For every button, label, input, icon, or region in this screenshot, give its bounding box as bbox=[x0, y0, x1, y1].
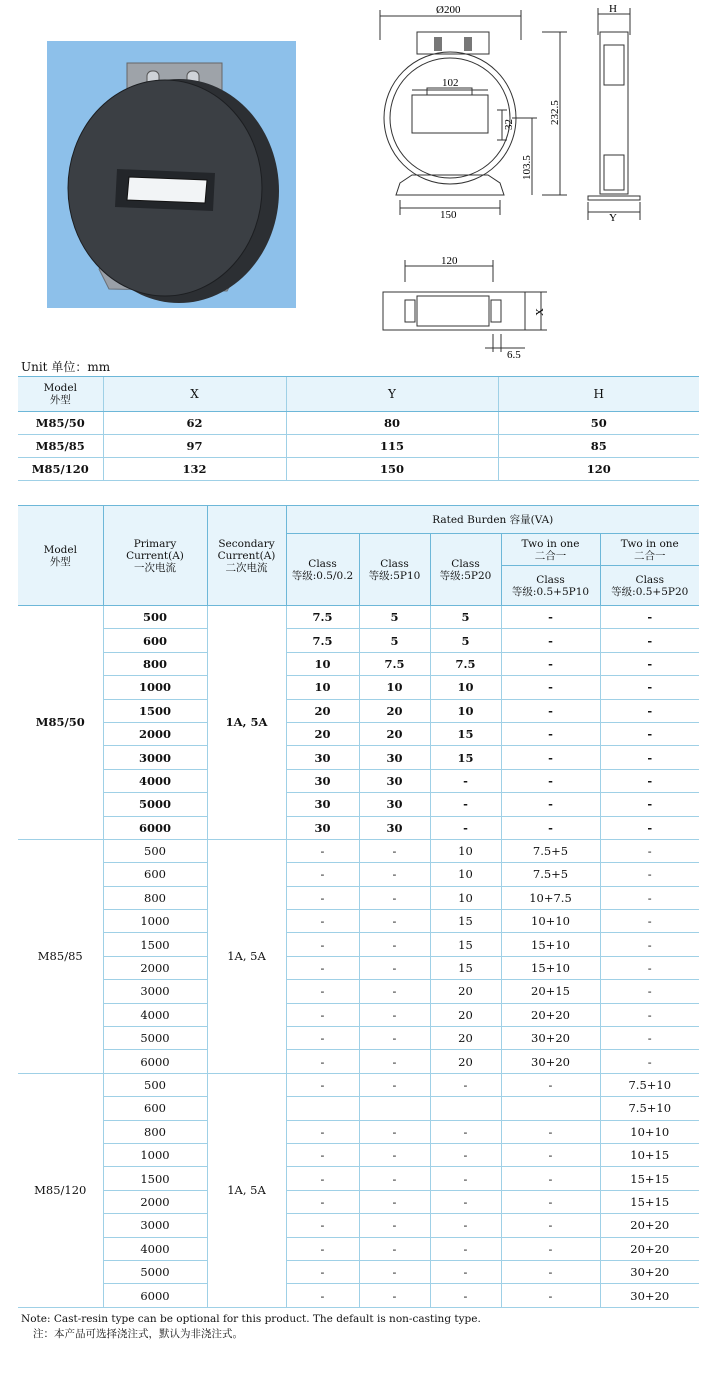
dimensions-header-row bbox=[18, 377, 699, 412]
cell: 20 bbox=[286, 699, 359, 722]
cell: 10+10 bbox=[600, 1120, 699, 1143]
cell: 15 bbox=[430, 910, 501, 933]
cell: - bbox=[359, 1190, 430, 1213]
cell: - bbox=[501, 1073, 600, 1096]
cell: - bbox=[600, 793, 699, 816]
cell: 85 bbox=[498, 435, 699, 458]
table-row bbox=[18, 435, 699, 458]
cell: 30 bbox=[359, 769, 430, 792]
cell: - bbox=[359, 910, 430, 933]
cell: - bbox=[600, 816, 699, 839]
note-chinese: 注：本产品可选择浇注式，默认为非浇注式。 bbox=[33, 1328, 243, 1340]
cell: - bbox=[286, 1073, 359, 1096]
cell: 500 bbox=[103, 606, 207, 629]
cell: 15 bbox=[430, 722, 501, 745]
cell: - bbox=[359, 1260, 430, 1283]
table-row bbox=[18, 722, 699, 745]
burden-table bbox=[18, 505, 699, 1308]
cell: 500 bbox=[103, 839, 207, 862]
cell: 7.5+5 bbox=[501, 839, 600, 862]
cell: - bbox=[600, 1003, 699, 1026]
cell: - bbox=[286, 1167, 359, 1190]
cell: 10+7.5 bbox=[501, 886, 600, 909]
cell: 5 bbox=[359, 629, 430, 652]
cell: 1500 bbox=[103, 699, 207, 722]
cell: - bbox=[286, 1003, 359, 1026]
cell: - bbox=[600, 629, 699, 652]
cell: 4000 bbox=[103, 769, 207, 792]
header-model: Model 外型 bbox=[18, 506, 103, 606]
cell: - bbox=[359, 1003, 430, 1026]
cell: 10+10 bbox=[501, 910, 600, 933]
cell: - bbox=[501, 746, 600, 769]
cell: 7.5 bbox=[286, 606, 359, 629]
cell: 20+20 bbox=[600, 1214, 699, 1237]
cell: - bbox=[430, 1167, 501, 1190]
header-h: H bbox=[498, 377, 699, 412]
cell: - bbox=[430, 1120, 501, 1143]
cell: - bbox=[501, 1260, 600, 1283]
table-row bbox=[18, 769, 699, 792]
cell: 20 bbox=[430, 1027, 501, 1050]
cell: 10 bbox=[430, 676, 501, 699]
table-row bbox=[18, 793, 699, 816]
cell: M85/85 bbox=[18, 839, 103, 1073]
cell: - bbox=[286, 1050, 359, 1073]
header-class-1: Class 等级:0.5/0.2 bbox=[286, 534, 359, 606]
cell: 10 bbox=[359, 676, 430, 699]
cell: - bbox=[501, 722, 600, 745]
cell: 30 bbox=[359, 746, 430, 769]
cell: 15 bbox=[430, 933, 501, 956]
cell: M85/85 bbox=[18, 435, 103, 458]
cell: 30 bbox=[286, 793, 359, 816]
cell: - bbox=[430, 769, 501, 792]
cell: 30 bbox=[359, 816, 430, 839]
cell: - bbox=[501, 1167, 600, 1190]
cell: 7.5 bbox=[359, 652, 430, 675]
table-row bbox=[18, 816, 699, 839]
cell: 1500 bbox=[103, 1167, 207, 1190]
dim-232: 232.5 bbox=[549, 100, 561, 125]
header-primary: Primary Current(A) 一次电流 bbox=[103, 506, 207, 606]
header-two-in-one-2: Two in one 二合一 bbox=[600, 534, 699, 566]
cell: 3000 bbox=[103, 746, 207, 769]
table-row bbox=[18, 839, 699, 862]
cell: 20 bbox=[286, 722, 359, 745]
cell: 10 bbox=[286, 676, 359, 699]
cell: 80 bbox=[286, 412, 498, 435]
cell: 97 bbox=[103, 435, 286, 458]
dim-Y: Y bbox=[609, 212, 617, 222]
dim-102: 102 bbox=[442, 77, 459, 89]
cell: - bbox=[501, 1120, 600, 1143]
table-row bbox=[18, 1260, 699, 1283]
cell: - bbox=[600, 769, 699, 792]
header-model: Model 外型 bbox=[18, 377, 103, 412]
table-row bbox=[18, 1143, 699, 1166]
cell: M85/120 bbox=[18, 458, 103, 481]
cell: - bbox=[430, 1143, 501, 1166]
cell: - bbox=[359, 1050, 430, 1073]
cell: 1000 bbox=[103, 910, 207, 933]
top-view-drawing bbox=[375, 252, 555, 362]
cell: - bbox=[600, 722, 699, 745]
cell: - bbox=[600, 1050, 699, 1073]
cell: 5 bbox=[430, 629, 501, 652]
cell: - bbox=[286, 1260, 359, 1283]
cell: 1A, 5A bbox=[207, 839, 286, 1073]
cell: 30+20 bbox=[501, 1050, 600, 1073]
cell: - bbox=[359, 980, 430, 1003]
dim-150: 150 bbox=[440, 209, 457, 221]
cell: 800 bbox=[103, 886, 207, 909]
cell: 500 bbox=[103, 1073, 207, 1096]
cell: - bbox=[286, 839, 359, 862]
table-row bbox=[18, 1097, 699, 1120]
header-class-4: Class 等级:0.5+5P10 bbox=[501, 566, 600, 606]
cell: - bbox=[359, 1167, 430, 1190]
cell: 2000 bbox=[103, 1190, 207, 1213]
cell: 3000 bbox=[103, 980, 207, 1003]
cell: 20+15 bbox=[501, 980, 600, 1003]
cell bbox=[359, 1097, 430, 1120]
cell: - bbox=[501, 1143, 600, 1166]
header-class-2: Class 等级:5P10 bbox=[359, 534, 430, 606]
cell: 30+20 bbox=[600, 1284, 699, 1307]
cell: - bbox=[286, 1120, 359, 1143]
cell: 6000 bbox=[103, 816, 207, 839]
cell: 30+20 bbox=[501, 1027, 600, 1050]
cell: 7.5 bbox=[430, 652, 501, 675]
cell: - bbox=[600, 863, 699, 886]
cell: M85/50 bbox=[18, 606, 103, 840]
cell: 15+10 bbox=[501, 933, 600, 956]
cell: 15+10 bbox=[501, 956, 600, 979]
cell: - bbox=[286, 1214, 359, 1237]
table-row bbox=[18, 956, 699, 979]
cell: 4000 bbox=[103, 1237, 207, 1260]
transformer-render bbox=[47, 41, 296, 308]
unit-label: Unit 单位：mm bbox=[21, 360, 111, 374]
cell: 15 bbox=[430, 956, 501, 979]
cell: - bbox=[359, 839, 430, 862]
cell: 800 bbox=[103, 1120, 207, 1143]
cell: - bbox=[286, 1237, 359, 1260]
cell: 600 bbox=[103, 863, 207, 886]
dim-X: X bbox=[534, 308, 546, 316]
cell: - bbox=[286, 956, 359, 979]
cell: 5000 bbox=[103, 1260, 207, 1283]
cell: 30 bbox=[286, 769, 359, 792]
cell: 10+15 bbox=[600, 1143, 699, 1166]
cell: 1500 bbox=[103, 933, 207, 956]
cell: 5 bbox=[430, 606, 501, 629]
table-row bbox=[18, 1120, 699, 1143]
cell: 600 bbox=[103, 629, 207, 652]
table-row bbox=[18, 412, 699, 435]
cell: - bbox=[430, 793, 501, 816]
cell: - bbox=[359, 863, 430, 886]
cell: - bbox=[600, 886, 699, 909]
cell: - bbox=[430, 1237, 501, 1260]
cell: - bbox=[286, 1190, 359, 1213]
table-row bbox=[18, 699, 699, 722]
cell: - bbox=[359, 1284, 430, 1307]
cell: - bbox=[501, 816, 600, 839]
cell: 20 bbox=[359, 722, 430, 745]
dim-32: 32 bbox=[503, 119, 515, 130]
cell: 30 bbox=[286, 816, 359, 839]
cell: 30 bbox=[286, 746, 359, 769]
cell: 7.5 bbox=[286, 629, 359, 652]
side-view-drawing bbox=[584, 0, 660, 222]
cell: 20 bbox=[430, 1050, 501, 1073]
product-photo bbox=[47, 41, 296, 308]
cell: - bbox=[430, 1190, 501, 1213]
cell: 10 bbox=[430, 839, 501, 862]
cell: 115 bbox=[286, 435, 498, 458]
cell bbox=[286, 1097, 359, 1120]
front-view-drawing bbox=[372, 0, 572, 222]
cell: 20 bbox=[430, 1003, 501, 1026]
cell: - bbox=[286, 863, 359, 886]
cell: - bbox=[600, 606, 699, 629]
header-y: Y bbox=[286, 377, 498, 412]
burden-body bbox=[18, 606, 699, 1308]
table-row bbox=[18, 1073, 699, 1096]
dim-diameter: Ø200 bbox=[436, 4, 461, 16]
cell: - bbox=[501, 1190, 600, 1213]
cell: - bbox=[359, 1143, 430, 1166]
cell: - bbox=[501, 769, 600, 792]
cell: 3000 bbox=[103, 1214, 207, 1237]
header-x: X bbox=[103, 377, 286, 412]
cell: 62 bbox=[103, 412, 286, 435]
dim-120: 120 bbox=[441, 255, 458, 267]
cell: - bbox=[600, 1027, 699, 1050]
cell: 20+20 bbox=[600, 1237, 699, 1260]
note-english: Note: Cast-resin type can be optional for this product. The default is non-casting type. bbox=[21, 1313, 481, 1325]
cell: - bbox=[359, 1214, 430, 1237]
cell: 1A, 5A bbox=[207, 606, 286, 840]
cell: - bbox=[501, 1284, 600, 1307]
cell: 10 bbox=[286, 652, 359, 675]
cell: 2000 bbox=[103, 956, 207, 979]
cell: 20+20 bbox=[501, 1003, 600, 1026]
table-row bbox=[18, 606, 699, 629]
cell: 1A, 5A bbox=[207, 1073, 286, 1307]
cell: - bbox=[286, 933, 359, 956]
cell: 5000 bbox=[103, 1027, 207, 1050]
cell: - bbox=[286, 910, 359, 933]
cell: - bbox=[286, 1284, 359, 1307]
table-row bbox=[18, 676, 699, 699]
cell: - bbox=[600, 933, 699, 956]
cell: - bbox=[501, 652, 600, 675]
cell: - bbox=[359, 1237, 430, 1260]
header-class-5: Class 等级:0.5+5P20 bbox=[600, 566, 699, 606]
table-row bbox=[18, 746, 699, 769]
cell: 20 bbox=[430, 980, 501, 1003]
cell: 1000 bbox=[103, 676, 207, 699]
cell: 120 bbox=[498, 458, 699, 481]
note bbox=[21, 1312, 481, 1342]
cell: 7.5+10 bbox=[600, 1097, 699, 1120]
cell: 5000 bbox=[103, 793, 207, 816]
cell: - bbox=[359, 933, 430, 956]
cell: 7.5+5 bbox=[501, 863, 600, 886]
cell: - bbox=[430, 1260, 501, 1283]
table-row bbox=[18, 1027, 699, 1050]
table-row bbox=[18, 1167, 699, 1190]
cell: 30+20 bbox=[600, 1260, 699, 1283]
cell: 15 bbox=[430, 746, 501, 769]
cell: - bbox=[359, 956, 430, 979]
table-row bbox=[18, 1214, 699, 1237]
cell: - bbox=[359, 1073, 430, 1096]
cell: 15+15 bbox=[600, 1167, 699, 1190]
cell: - bbox=[501, 793, 600, 816]
cell: - bbox=[501, 1214, 600, 1237]
cell bbox=[501, 1097, 600, 1120]
cell: 6000 bbox=[103, 1284, 207, 1307]
dim-H: H bbox=[609, 3, 617, 15]
table-row bbox=[18, 1190, 699, 1213]
cell: - bbox=[501, 629, 600, 652]
cell: 132 bbox=[103, 458, 286, 481]
cell: - bbox=[600, 676, 699, 699]
cell: - bbox=[359, 1027, 430, 1050]
cell: - bbox=[430, 816, 501, 839]
cell: 10 bbox=[430, 886, 501, 909]
table-row bbox=[18, 629, 699, 652]
cell: - bbox=[286, 886, 359, 909]
cell: - bbox=[600, 699, 699, 722]
cell: - bbox=[501, 606, 600, 629]
cell: - bbox=[600, 746, 699, 769]
table-row bbox=[18, 1284, 699, 1307]
cell: - bbox=[430, 1073, 501, 1096]
cell: - bbox=[600, 839, 699, 862]
cell: 5 bbox=[359, 606, 430, 629]
header-rated-burden: Rated Burden 容量(VA) bbox=[286, 506, 699, 534]
cell bbox=[430, 1097, 501, 1120]
header-secondary: Secondary Current(A) 二次电流 bbox=[207, 506, 286, 606]
cell: 10 bbox=[430, 863, 501, 886]
cell: M85/120 bbox=[18, 1073, 103, 1307]
cell: 150 bbox=[286, 458, 498, 481]
cell: 2000 bbox=[103, 722, 207, 745]
cell: - bbox=[501, 1237, 600, 1260]
dimensions-table bbox=[18, 376, 699, 481]
header-two-in-one-1: Two in one 二合一 bbox=[501, 534, 600, 566]
cell: - bbox=[600, 652, 699, 675]
cell: 30 bbox=[359, 793, 430, 816]
cell: - bbox=[286, 980, 359, 1003]
table-row bbox=[18, 933, 699, 956]
cell: - bbox=[501, 699, 600, 722]
table-row bbox=[18, 980, 699, 1003]
cell: 10 bbox=[430, 699, 501, 722]
cell: - bbox=[430, 1284, 501, 1307]
cell: - bbox=[286, 1143, 359, 1166]
cell: 800 bbox=[103, 652, 207, 675]
cell: 7.5+10 bbox=[600, 1073, 699, 1096]
table-row bbox=[18, 1050, 699, 1073]
dim-103: 103.5 bbox=[521, 155, 533, 180]
table-row bbox=[18, 910, 699, 933]
table-row bbox=[18, 1237, 699, 1260]
table-row bbox=[18, 1003, 699, 1026]
cell: - bbox=[501, 676, 600, 699]
cell: - bbox=[286, 1027, 359, 1050]
table-row bbox=[18, 863, 699, 886]
dim-65: 6.5 bbox=[507, 349, 521, 361]
cell: - bbox=[600, 956, 699, 979]
header-class-3: Class 等级:5P20 bbox=[430, 534, 501, 606]
cell: - bbox=[359, 886, 430, 909]
table-row bbox=[18, 886, 699, 909]
cell: 50 bbox=[498, 412, 699, 435]
table-row bbox=[18, 458, 699, 481]
cell: 15+15 bbox=[600, 1190, 699, 1213]
cell: 4000 bbox=[103, 1003, 207, 1026]
table-row bbox=[18, 652, 699, 675]
cell: M85/50 bbox=[18, 412, 103, 435]
cell: 600 bbox=[103, 1097, 207, 1120]
cell: - bbox=[600, 910, 699, 933]
cell: 20 bbox=[359, 699, 430, 722]
cell: - bbox=[430, 1214, 501, 1237]
cell: 6000 bbox=[103, 1050, 207, 1073]
cell: - bbox=[359, 1120, 430, 1143]
cell: 1000 bbox=[103, 1143, 207, 1166]
cell: - bbox=[600, 980, 699, 1003]
